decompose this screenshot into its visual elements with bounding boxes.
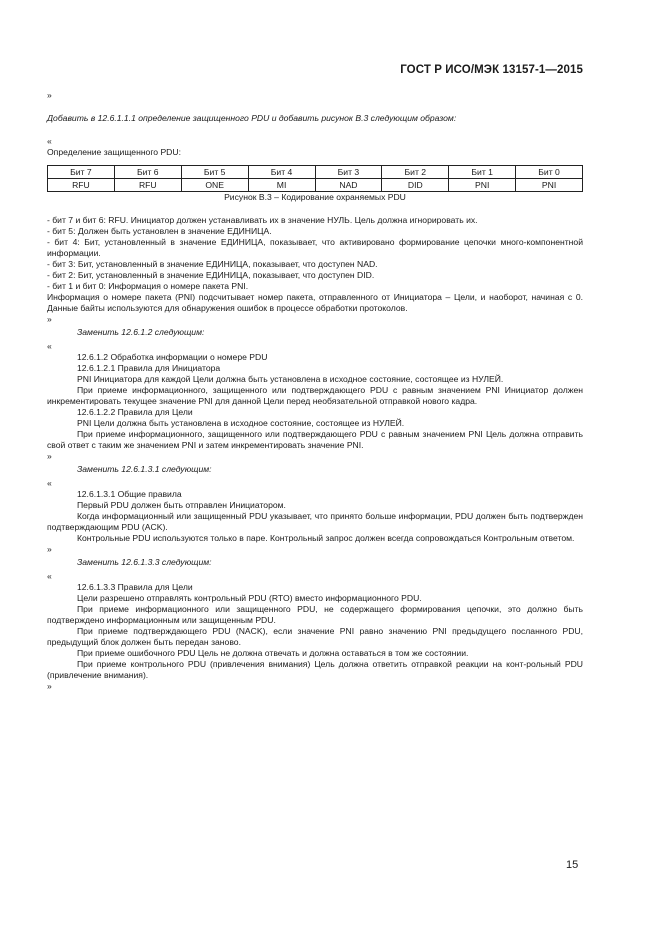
page-number: 15 [566,859,579,871]
bit-description-line: - бит 5: Должен быть установлен в значение ЕДИНИЦА. [47,226,272,236]
quote-close: » [47,681,52,691]
rule-paragraph: При приеме информационного или защищенного PDU, не содержащего формирования цепочки, это должно быть подтверждено информационным или защищенным PDU. [47,604,583,625]
quote-close: » [47,544,52,554]
rule-line: PNI Цели должна быть установлена в исходное состояние, состоящее из НУЛЕЙ. [77,418,405,428]
table-cell: ONE [181,179,248,192]
table-cell: NAD [315,179,382,192]
rule-line: PNI Инициатора для каждой Цели должна быть установлена в исходное состояние, состоящее из НУЛЕЙ. [77,374,504,384]
section-instruction: Заменить 12.6.1.3.3 следующим: [77,557,212,567]
rule-line: Первый PDU должен быть отправлен Инициатором. [77,500,286,510]
pni-info-paragraph: Информация о номере пакета (PNI) подсчитывает номер пакета, отправленного от Инициатора – Цели, и наоборот, начиная с 0. Данные байты используются для обнаружения ошибок в процессе обработки протоколов. [47,292,583,313]
table-row [48,179,583,192]
instruction-text: Добавить в 12.6.1.1.1 определение защищенного PDU и добавить рисунок В.3 следующим образом: [47,113,457,123]
table-cell: PNI [516,179,583,192]
bit-coding-table [47,165,583,192]
rule-paragraph: При приеме информационного, защищенного или подтверждающего PDU с равным значением PNI Инициатор должен инкрементировать текущее значение PNI для данной Цели перед необязательной отправкой нового кадра. [47,385,583,406]
section-heading: 12.6.1.3.1 Общие правила [77,489,182,499]
bit-description-line: - бит 4: Бит, установленный в значение ЕДИНИЦА, показывает, что активировано формирование цепочки много-компонентной информации. [47,237,583,258]
bit-description-line: - бит 7 и бит 6: RFU. Инициатор должен устанавливать их в значение НУЛЬ. Цель должна игнорировать их. [47,215,478,225]
quote-open: « [47,571,52,581]
rule-line: При приеме ошибочного PDU Цель не должна отвечать и должна оставаться в том же состоянии. [77,648,469,658]
table-header-cell: Бит 1 [449,166,516,179]
rule-paragraph: При приеме контрольного PDU (привлечения внимания) Цель должна ответить отправкой реакции на конт-рольный PDU (привлечение внимания). [47,659,583,680]
quote-close: » [47,451,52,461]
table-header-cell: Бит 0 [516,166,583,179]
section-instruction: Заменить 12.6.1.2 следующим: [77,327,205,337]
bit-description-line: - бит 1 и бит 0: Информация о номере пакета PNI. [47,281,249,291]
quote-open: « [47,136,52,146]
bit-description-line: - бит 2: Бит, установленный в значение ЕДИНИЦА, показывает, что доступен DID. [47,270,375,280]
table-header-cell: Бит 7 [48,166,115,179]
quote-open: « [47,478,52,488]
rule-paragraph: При приеме информационного, защищенного или подтверждающего PDU с равным значением PNI Цель должна отправить свой ответ с таким же значением PNI и затем инкрементировать значение PNI. [47,429,583,450]
definition-label: Определение защищенного PDU: [47,147,181,157]
table-header-row [48,166,583,179]
quote-close: » [47,314,52,324]
page-content [47,90,583,692]
table-header-cell: Бит 6 [114,166,181,179]
table-cell: RFU [48,179,115,192]
bit-description-line: - бит 3: Бит, установленный в значение ЕДИНИЦА, показывает, что доступен NAD. [47,259,378,269]
figure-caption: Рисунок В.3 – Кодирование охраняемых PDU [224,192,406,202]
rule-line: Цели разрешено отправлять контрольный PDU (RTO) вместо информационного PDU. [77,593,422,603]
subsection-heading: 12.6.1.2.1 Правила для Инициатора [77,363,221,373]
bits-description [47,215,583,314]
rule-paragraph: Когда информационный или защищенный PDU указывает, что принято больше информации, PDU должен быть подтвержден подтверждающим PDU (ACK). [47,511,583,532]
subsection-heading: 12.6.1.2.2 Правила для Цели [77,407,193,417]
table-header-cell: Бит 2 [382,166,449,179]
document-header: ГОСТ Р ИСО/МЭК 13157-1—2015 [400,64,583,76]
section-instruction: Заменить 12.6.1.3.1 следующим: [77,464,212,474]
table-header-cell: Бит 4 [248,166,315,179]
table-cell: RFU [114,179,181,192]
table-header-cell: Бит 3 [315,166,382,179]
table-cell: PNI [449,179,516,192]
quote-close: » [47,90,52,100]
section-heading: 12.6.1.2 Обработка информации о номере PDU [77,352,268,362]
quote-open: « [47,341,52,351]
table-cell: MI [248,179,315,192]
table-header-cell: Бит 5 [181,166,248,179]
rule-paragraph: При приеме подтверждающего PDU (NACK), если значение PNI равно значению PNI предыдущего посланного PDU, предыдущий блок должен быть передан заново. [47,626,583,647]
rule-paragraph: Контрольные PDU используются только в паре. Контрольный запрос должен всегда сопровождаться Контрольным ответом. [77,533,575,543]
section-heading: 12.6.1.3.3 Правила для Цели [77,582,193,592]
table-cell: DID [382,179,449,192]
